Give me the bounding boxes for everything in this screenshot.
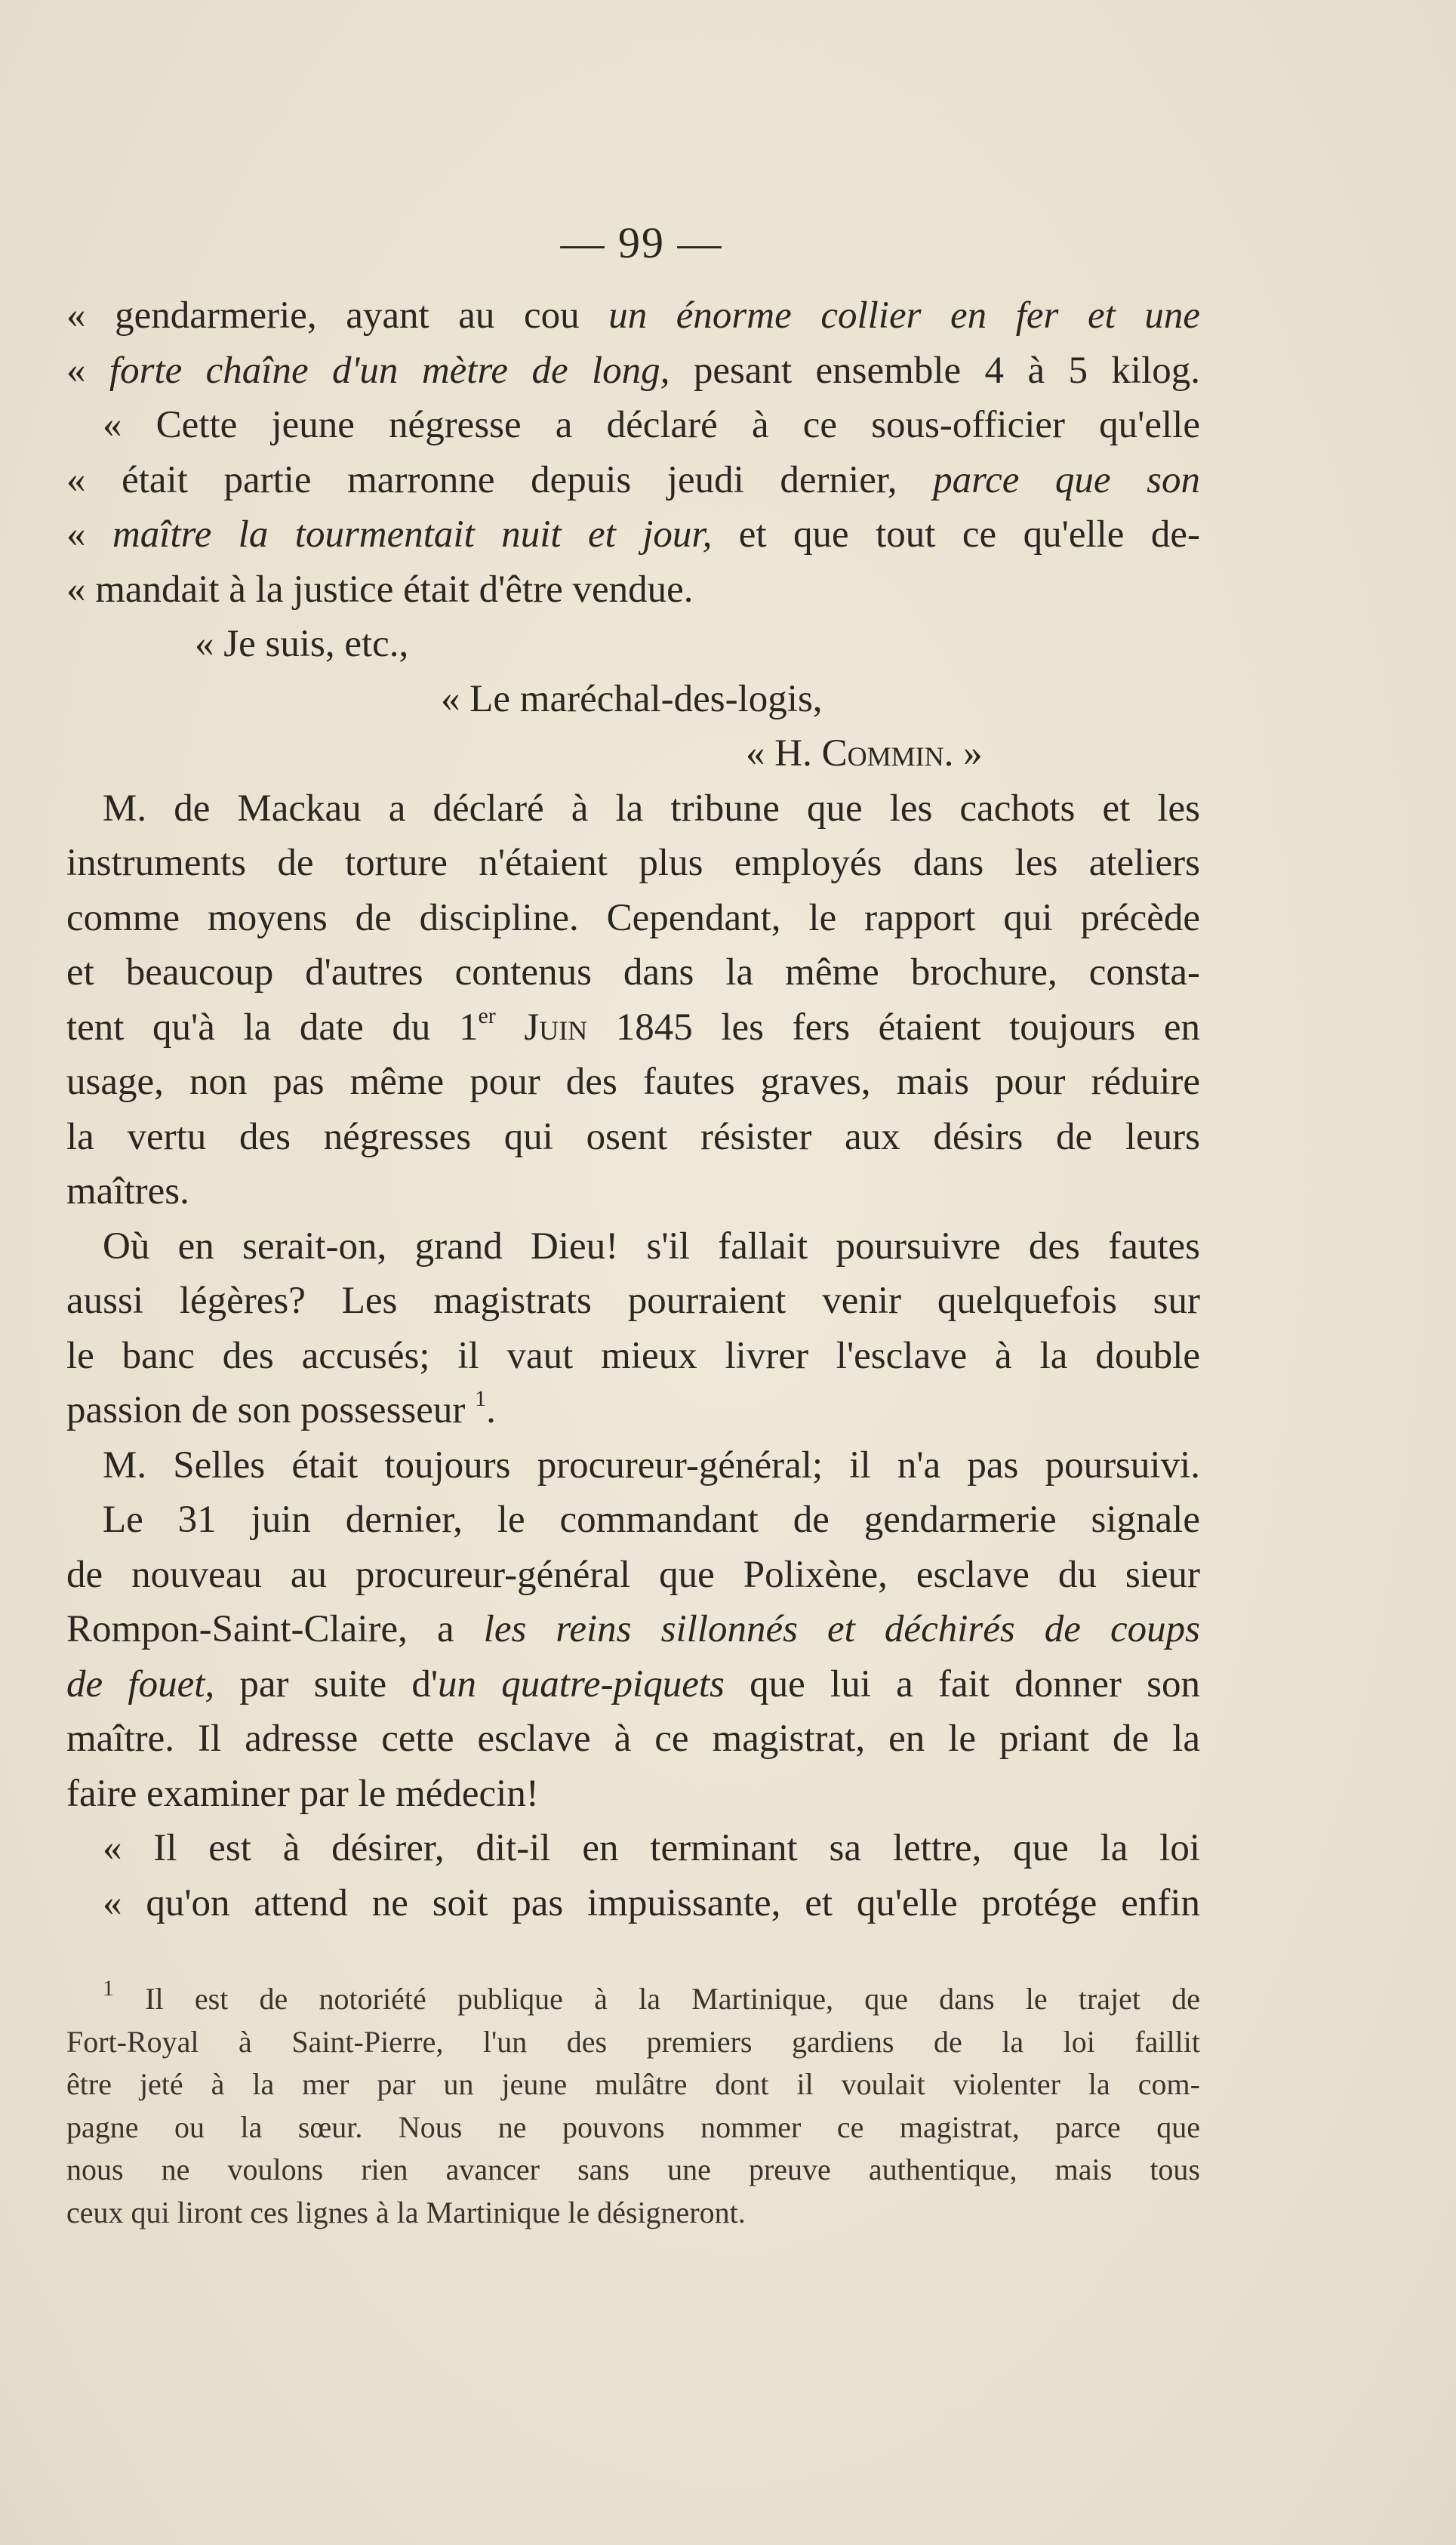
- text-run: Le 31 juin dernier, le commandant de gendarmerie signale: [103, 1499, 1200, 1541]
- italic-text: un énorme collier en fer et une: [608, 294, 1200, 337]
- page-number: — 99 —: [560, 218, 723, 267]
- text-run: la vertu des négresses qui osent résister aux désirs de leurs: [66, 1115, 1200, 1158]
- text-line: [66, 1110, 1200, 1165]
- text-run: . »: [943, 732, 983, 775]
- text-run: «: [66, 513, 112, 556]
- text-line: [66, 1164, 1200, 1219]
- text-run: faire examiner par le médecin!: [66, 1772, 539, 1815]
- text-run: « était partie marronne depuis jeudi dernier,: [66, 458, 934, 501]
- text-run: « qu'on attend ne soit pas impuissante, et qu'elle protége enfin: [103, 1881, 1200, 1924]
- body-text: [66, 288, 1200, 1930]
- text-line: [66, 1548, 1200, 1603]
- text-run: nous ne voulons rien avancer sans une preuve authentique, mais tous: [66, 2152, 1200, 2186]
- italic-text: un quatre-piquets: [438, 1662, 725, 1705]
- text-run: pagne ou la sœur. Nous ne pouvons nommer ce magistrat, parce que: [66, 2109, 1200, 2144]
- text-run: instruments de torture n'étaient plus employés dans les ateliers: [66, 842, 1200, 884]
- text-run: Il est de notoriété publique à la Martinique, que dans le trajet de: [114, 1982, 1200, 2016]
- text-run: aussi légères? Les magistrats pourraient venir quelquefois sur: [66, 1280, 1200, 1322]
- footnote-line: [66, 2192, 1200, 2235]
- text-line: [66, 836, 1200, 891]
- superscript: 1: [475, 1386, 487, 1411]
- text-line: [66, 1493, 1200, 1548]
- italic-text: les reins sillonnés et déchirés de coups: [483, 1608, 1200, 1650]
- text-run: Rompon-Saint-Claire, a: [66, 1608, 484, 1650]
- text-run: « Il est à désirer, dit-il en terminant sa lettre, que la loi: [103, 1827, 1200, 1869]
- text-line: [66, 1821, 1200, 1876]
- text-line: [66, 1657, 1200, 1712]
- text-line: [66, 672, 1200, 727]
- text-line: [66, 1383, 1200, 1438]
- italic-text: maître la tourmentait nuit et jour,: [112, 513, 713, 556]
- text-line: [66, 1602, 1200, 1657]
- text-run: que lui a fait donner son: [724, 1662, 1200, 1705]
- text-run: ceux qui liront ces lignes à la Martinique le désigneront.: [66, 2195, 746, 2229]
- text-line: [66, 891, 1200, 946]
- text-line: [66, 726, 1200, 781]
- text-run: «: [66, 349, 109, 392]
- text-run: usage, non pas même pour des fautes graves, mais pour réduire: [66, 1061, 1200, 1103]
- text-line: [66, 945, 1200, 1000]
- italic-text: parce que son: [933, 458, 1201, 501]
- superscript: 1: [103, 1975, 114, 2001]
- text-run: de nouveau au procureur-général que Polixène, esclave du sieur: [66, 1553, 1200, 1596]
- footnote-line: [66, 2149, 1200, 2192]
- text-run: et beaucoup d'autres contenus dans la même brochure, consta-: [66, 951, 1200, 994]
- text-run: Fort-Royal à Saint-Pierre, l'un des premiers gardiens de la loi faillit: [66, 2024, 1200, 2059]
- text-line: [66, 1274, 1200, 1329]
- text-line: [66, 781, 1200, 837]
- text-run: maîtres.: [66, 1170, 189, 1212]
- text-line: [66, 453, 1200, 508]
- text-line: [66, 1329, 1200, 1384]
- text-run: tent qu'à la date du 1: [66, 1006, 479, 1049]
- text-line: [66, 507, 1200, 562]
- text-run: « Cette jeune négresse a déclaré à ce sous-officier qu'elle: [103, 404, 1200, 446]
- text-line: [66, 1000, 1200, 1055]
- text-run: [496, 1006, 525, 1049]
- text-run: Commin: [821, 732, 944, 775]
- text-run: par suite d': [214, 1662, 439, 1705]
- text-run: le banc des accusés; il vaut mieux livrer l'esclave à la double: [66, 1334, 1200, 1377]
- text-run: être jeté à la mer par un jeune mulâtre dont il voulait violenter la com-: [66, 2067, 1200, 2101]
- footnote-line: [66, 2021, 1200, 2064]
- text-run: pesant ensemble 4 à 5 kilog.: [670, 349, 1201, 392]
- text-line: [66, 1219, 1200, 1274]
- text-run: comme moyens de discipline. Cependant, le rapport qui précède: [66, 896, 1200, 939]
- text-line: [66, 288, 1200, 344]
- footnote-line: [66, 2106, 1200, 2149]
- italic-text: forte chaîne d'un mètre de long,: [109, 349, 670, 392]
- italic-text: de fouet,: [66, 1662, 215, 1705]
- footnote-line: [66, 2063, 1200, 2106]
- text-line: [66, 562, 1200, 618]
- text-run: Où en serait-on, grand Dieu! s'il fallait poursuivre des fautes: [103, 1225, 1200, 1268]
- text-line: [66, 1712, 1200, 1767]
- text-run: M. de Mackau a déclaré à la tribune que les cachots et les: [103, 787, 1200, 830]
- text-line: [66, 398, 1200, 453]
- text-line: [66, 1438, 1200, 1493]
- text-run: passion de son possesseur: [66, 1389, 476, 1431]
- footnotes: [66, 1975, 1200, 2234]
- text-run: « H.: [746, 732, 822, 775]
- text-run: 1845 les fers étaient toujours en: [587, 1006, 1201, 1049]
- text-line: [66, 617, 1200, 672]
- text-run: Juin: [524, 1006, 588, 1049]
- text-line: [66, 1055, 1200, 1110]
- superscript: er: [478, 1003, 496, 1028]
- text-line: [66, 1876, 1200, 1931]
- footnote-line: [66, 1975, 1200, 2021]
- text-run: .: [486, 1389, 496, 1431]
- text-line: [66, 344, 1200, 399]
- text-run: « mandait à la justice était d'être vendue.: [66, 568, 694, 611]
- text-line: [66, 1767, 1200, 1822]
- text-run: « Le maréchal-des-logis,: [441, 677, 823, 720]
- text-run: M. Selles était toujours procureur-général; il n'a pas poursuivi.: [103, 1444, 1200, 1487]
- text-run: et que tout ce qu'elle de-: [712, 513, 1200, 556]
- text-run: « gendarmerie, ayant au cou: [66, 294, 609, 337]
- text-run: maître. Il adresse cette esclave à ce magistrat, en le priant de la: [66, 1718, 1200, 1760]
- text-run: « Je suis, etc.,: [195, 623, 409, 665]
